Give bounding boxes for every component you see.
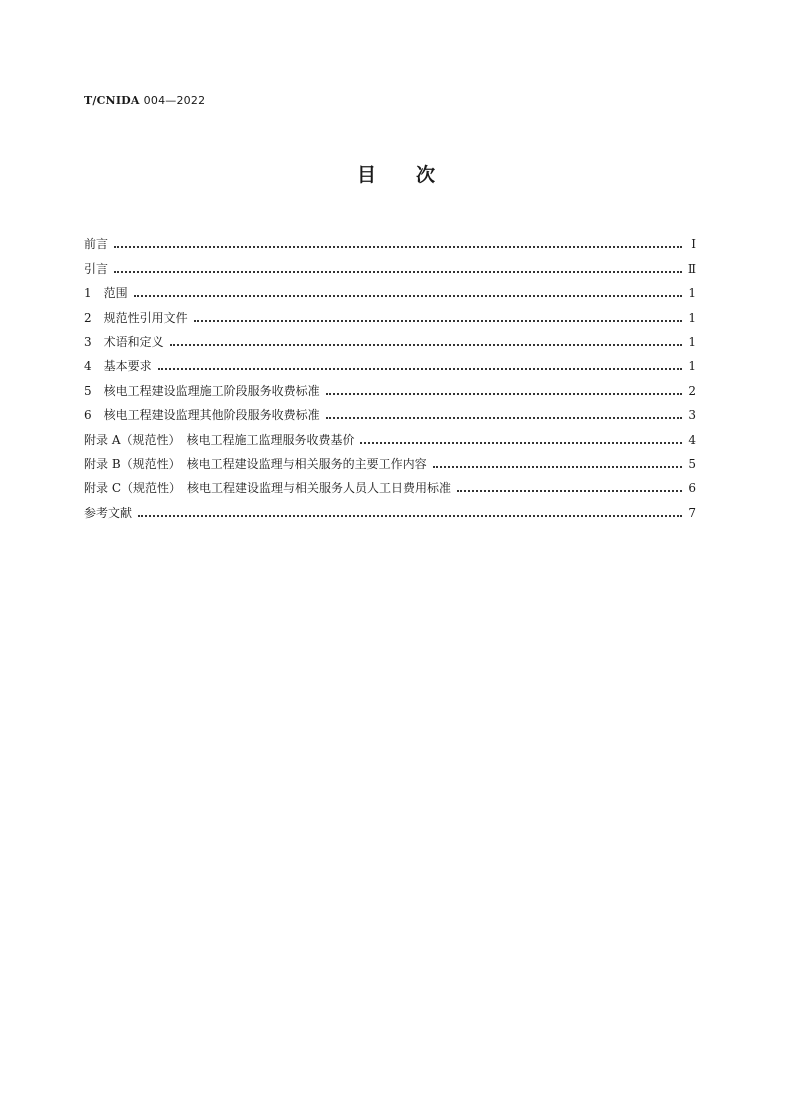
toc-entry-page: 5	[688, 456, 696, 471]
toc-entry-page: 1	[688, 310, 696, 325]
toc-entry-page: 3	[688, 408, 696, 423]
toc-entry-page: 1	[688, 334, 696, 349]
toc-leader-dots	[457, 484, 682, 492]
toc-entry-label: 6 核电工程建设监理其他阶段服务收费标准	[84, 408, 320, 423]
toc-entry-appendix-c[interactable]	[84, 472, 696, 496]
toc-entry-page: 7	[688, 505, 696, 520]
toc-leader-dots	[433, 460, 682, 468]
toc-entry-page: Ⅰ	[691, 237, 696, 252]
toc-leader-dots	[170, 338, 682, 346]
toc-entry-label: 参考文献	[84, 505, 133, 520]
toc-entry-normative-references[interactable]	[84, 301, 696, 325]
toc-leader-dots	[138, 509, 682, 517]
toc-entry-terms-definitions[interactable]	[84, 326, 696, 350]
toc-entry-label: 3 术语和定义	[84, 334, 164, 349]
toc-entry-label: 引言	[84, 261, 109, 276]
document-code-number: 004—2022	[143, 94, 206, 107]
toc-entry-label: 附录 A（规范性） 核电工程施工监理服务收费基价	[84, 432, 355, 447]
toc-entry-page: 6	[688, 481, 696, 496]
toc-entry-introduction[interactable]	[84, 252, 696, 276]
document-code-prefix: T/CNIDA	[84, 94, 140, 107]
toc-leader-dots	[326, 411, 682, 419]
toc-leader-dots	[194, 314, 682, 322]
toc-entry-appendix-a[interactable]	[84, 423, 696, 447]
toc-leader-dots	[134, 289, 682, 297]
toc-entry-basic-requirements[interactable]	[84, 350, 696, 374]
toc-entry-label: 5 核电工程建设监理施工阶段服务收费标准	[84, 383, 320, 398]
toc-entry-appendix-b[interactable]	[84, 448, 696, 472]
title-char-1: 目	[356, 164, 376, 186]
toc-entry-label: 前言	[84, 237, 109, 252]
toc-leader-dots	[360, 436, 682, 444]
toc-leader-dots	[158, 362, 682, 370]
toc-entry-label: 附录 B（规范性） 核电工程建设监理与相关服务的主要工作内容	[84, 456, 427, 471]
toc-leader-dots	[326, 387, 682, 395]
toc-entry-foreword[interactable]	[84, 228, 696, 252]
toc-entry-label: 2 规范性引用文件	[84, 310, 188, 325]
toc-leader-dots	[114, 240, 682, 248]
toc-entry-page: 1	[688, 286, 696, 301]
toc-entry-section-6[interactable]	[84, 399, 696, 423]
title-char-2: 次	[416, 164, 436, 186]
toc-entry-bibliography[interactable]	[84, 496, 696, 520]
toc-entry-section-5[interactable]	[84, 374, 696, 398]
toc-entry-label: 4 基本要求	[84, 359, 152, 374]
document-code	[84, 94, 205, 107]
toc-entry-page: 4	[688, 432, 696, 447]
toc-entry-page: 2	[688, 383, 696, 398]
toc-entry-page: Ⅱ	[687, 261, 696, 276]
table-of-contents	[84, 228, 696, 521]
toc-entry-scope[interactable]	[84, 277, 696, 301]
page-title	[0, 160, 792, 187]
toc-entry-label: 1 范围	[84, 286, 128, 301]
toc-entry-page: 1	[688, 359, 696, 374]
toc-leader-dots	[114, 265, 682, 273]
toc-entry-label: 附录 C（规范性） 核电工程建设监理与相关服务人员人工日费用标准	[84, 481, 451, 496]
